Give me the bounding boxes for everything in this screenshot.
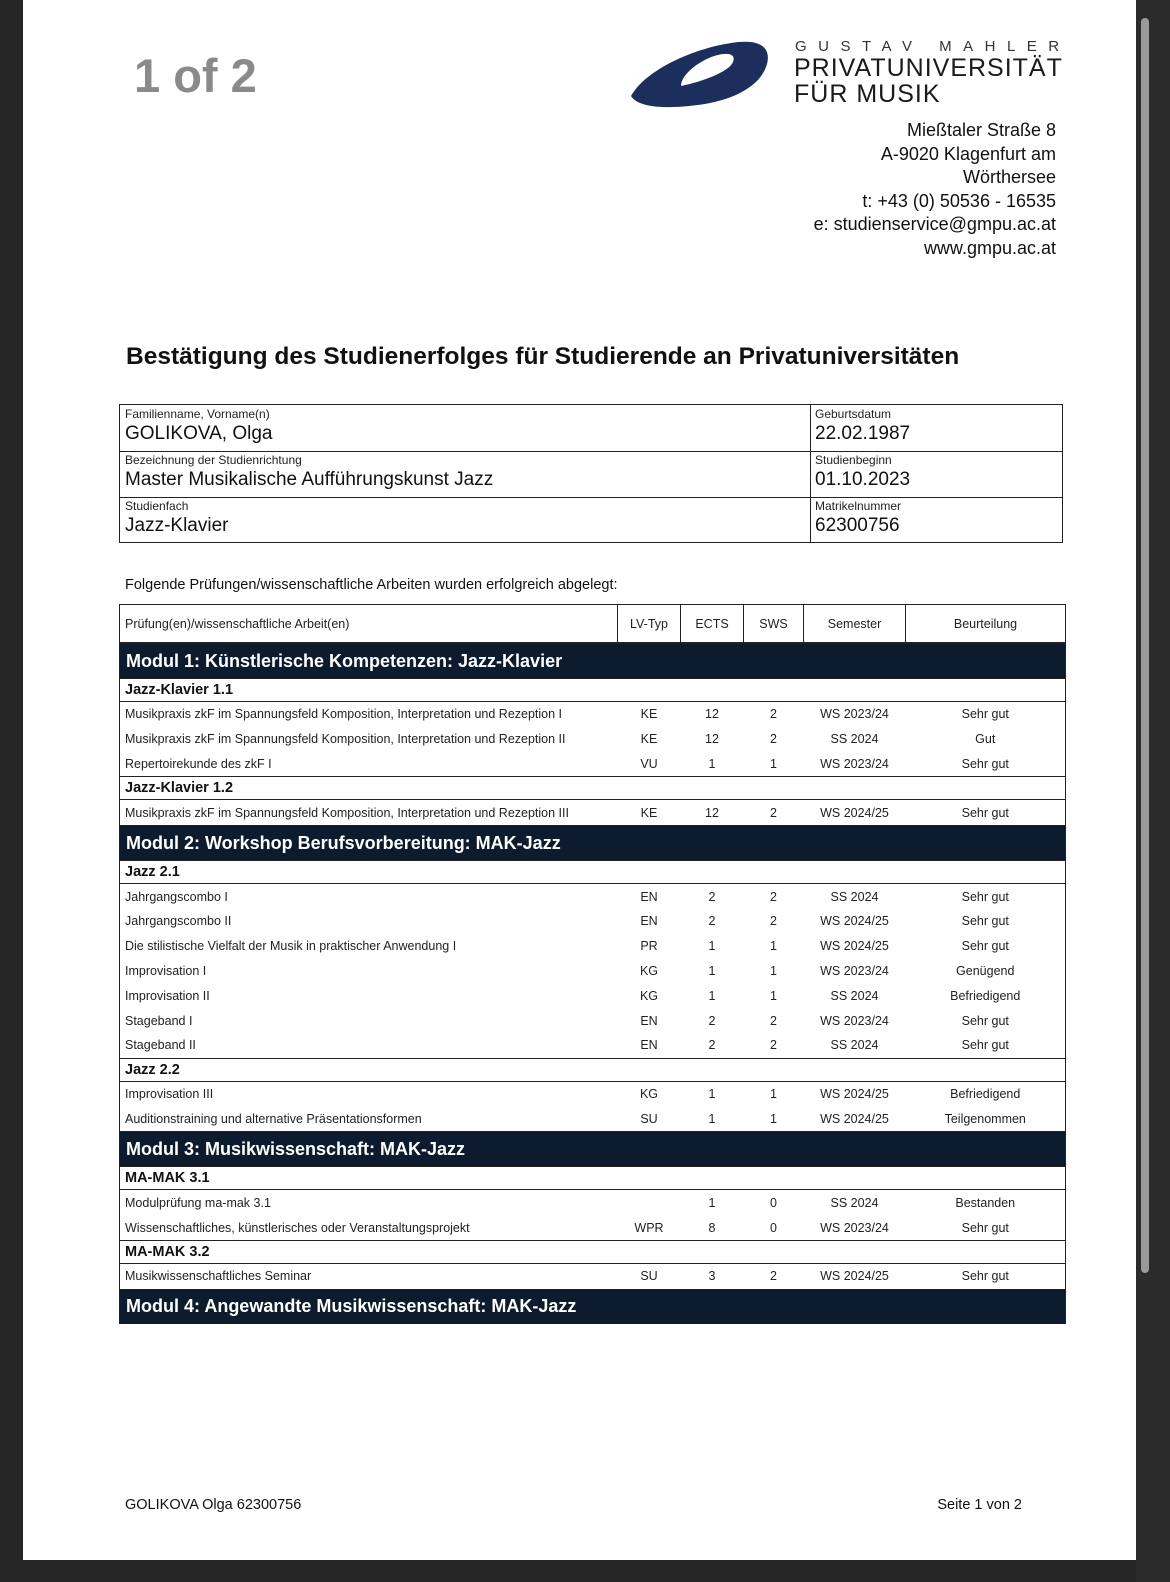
exam-name-cell: Improvisation I: [120, 959, 618, 984]
page-indicator: 1 of 2: [134, 49, 257, 102]
lv-type-cell: WPR: [618, 1215, 681, 1240]
address-line: Wörthersee: [962, 167, 1056, 187]
institution-address: [756, 119, 1056, 260]
table-row: [120, 1081, 1066, 1106]
exam-name-cell: Modulprüfung ma-mak 3.1: [120, 1190, 618, 1215]
lv-type-cell: KE: [640, 707, 658, 722]
grade-cell: Sehr gut: [906, 702, 1066, 727]
semester-cell: WS 2023/24: [820, 1013, 889, 1028]
ects-cell: 1: [681, 1107, 744, 1132]
exam-name-cell: Stageband I: [120, 1008, 618, 1033]
grade-cell: Gut: [906, 727, 1066, 752]
lv-type-cell: EN: [640, 1013, 658, 1028]
sws-cell: 1: [770, 988, 777, 1003]
column-header: ECTS: [681, 605, 744, 644]
grade-cell: Teilgenommen: [906, 1107, 1066, 1132]
ects-cell: 12: [681, 800, 744, 826]
semester-cell: SS 2024: [830, 1195, 879, 1210]
subject-name: Jazz-Klavier: [125, 515, 229, 536]
semester-cell: WS 2023/24: [804, 752, 906, 777]
sws-cell: 2: [770, 1013, 777, 1028]
document-page: [23, 0, 1136, 1560]
start-date: 01.10.2023: [815, 469, 911, 490]
semester-cell: WS 2024/25: [804, 1107, 906, 1132]
ects-cell: 2: [708, 1013, 716, 1028]
table-row: [120, 800, 1066, 826]
logo-text-fuer-musik: FÜR MUSIK: [794, 80, 941, 108]
ects-cell: 1: [681, 752, 744, 777]
lv-type-cell: [618, 1190, 681, 1215]
birth-date: 22.02.1987: [815, 423, 911, 444]
column-header: Semester: [804, 605, 906, 644]
program-label: Bezeichnung der Studienrichtung: [125, 453, 302, 467]
birth-cell: [810, 405, 1062, 451]
address-email: e: studienservice@gmpu.ac.at: [813, 214, 1056, 234]
info-row: [120, 497, 1062, 543]
semester-cell: WS 2024/25: [820, 939, 889, 954]
semester-cell: WS 2023/24: [804, 1215, 906, 1240]
semester-cell: WS 2023/24: [820, 707, 889, 722]
grade-cell: Sehr gut: [906, 1008, 1066, 1033]
ects-cell: 12: [705, 707, 719, 722]
table-row: [120, 1107, 1066, 1132]
exam-name-cell: Improvisation II: [120, 983, 618, 1008]
lv-type-cell: VU: [618, 752, 681, 777]
program-cell: [120, 451, 811, 497]
module-title: Modul 2: Workshop Berufsvorbereitung: MAK-Jazz: [120, 826, 1066, 861]
table-header-row: [120, 605, 1066, 644]
scrollbar-thumb[interactable]: [1141, 18, 1149, 1273]
grade-cell: Genügend: [906, 959, 1066, 984]
exam-name-cell: Die stilistische Vielfalt der Musik in praktischer Anwendung I: [120, 934, 618, 959]
table-row: [120, 1190, 1066, 1215]
ects-cell: 2: [708, 914, 716, 929]
table-row: [120, 1033, 1066, 1058]
sws-cell: 1: [744, 1107, 804, 1132]
table-row: [120, 752, 1066, 777]
sws-cell: 2: [770, 914, 777, 929]
module-title: Modul 4: Angewandte Musikwissenschaft: MAK-Jazz: [120, 1289, 1066, 1324]
column-header: Prüfung(en)/wissenschaftliche Arbeit(en): [120, 605, 618, 644]
exam-name-cell: Musikwissenschaftliches Seminar: [120, 1263, 618, 1289]
exam-name-cell: Repertoirekunde des zkF I: [120, 752, 618, 777]
name-cell: [120, 405, 811, 451]
ects-cell: 1: [708, 939, 716, 954]
sws-cell: 1: [770, 1087, 777, 1102]
group-header-row: [120, 679, 1066, 702]
table-row: [120, 934, 1066, 959]
module-header-row: [120, 1132, 1066, 1167]
exam-name-cell: Musikpraxis zkF im Spannungsfeld Komposition, Interpretation und Rezeption I: [120, 702, 618, 727]
group-title: MA-MAK 3.2: [120, 1240, 1066, 1263]
table-row: [120, 909, 1066, 934]
table-row: [120, 1263, 1066, 1289]
exam-name-cell: Jahrgangscombo I: [120, 884, 618, 909]
sws-cell: 1: [744, 752, 804, 777]
exam-name-cell: Stageband II: [120, 1033, 618, 1058]
ects-cell: 3: [681, 1263, 744, 1289]
footer-page-number: Seite 1 von 2: [937, 1497, 1022, 1513]
footer-student-id: GOLIKOVA Olga 62300756: [125, 1497, 302, 1513]
table-row: [120, 884, 1066, 909]
program-name: Master Musikalische Aufführungskunst Jazz: [125, 469, 494, 490]
address-phone: t: +43 (0) 50536 - 16535: [862, 190, 1056, 211]
ects-cell: 1: [708, 963, 716, 978]
semester-cell: WS 2024/25: [804, 800, 906, 826]
exam-name-cell: Musikpraxis zkF im Spannungsfeld Komposition, Interpretation und Rezeption II: [120, 727, 618, 752]
ects-cell: 1: [708, 1087, 716, 1102]
group-header-row: [120, 861, 1066, 884]
grade-cell: Befriedigend: [906, 983, 1066, 1008]
exam-name-cell: Improvisation III: [120, 1081, 618, 1106]
column-header: SWS: [744, 605, 804, 644]
group-header-row: [120, 1240, 1066, 1263]
module-header-row: [120, 643, 1066, 679]
document-title: Bestätigung des Studienerfolges für Studierende an Privatuniversitäten: [126, 343, 960, 370]
group-header-row: [120, 1058, 1066, 1081]
student-info-box: [119, 404, 1063, 543]
lv-type-cell: EN: [618, 1033, 681, 1058]
group-title: Jazz 2.1: [120, 861, 1066, 884]
semester-cell: SS 2024: [804, 1033, 906, 1058]
lv-type-cell: KG: [639, 1087, 659, 1102]
sws-cell: 0: [744, 1215, 804, 1240]
gmpu-swoosh-icon: [629, 38, 771, 110]
lv-type-cell: KG: [639, 963, 659, 978]
semester-cell: SS 2024: [830, 889, 879, 904]
lv-type-cell: SU: [618, 1107, 681, 1132]
lv-type-cell: EN: [640, 914, 658, 929]
lv-type-cell: EN: [640, 889, 658, 904]
group-header-row: [120, 777, 1066, 800]
matrikel-label: Matrikelnummer: [815, 499, 902, 513]
sws-cell: 2: [744, 1263, 804, 1289]
semester-cell: SS 2024: [830, 732, 879, 747]
ects-cell: 2: [681, 1033, 744, 1058]
grade-cell: Befriedigend: [906, 1081, 1066, 1106]
sws-cell: 2: [770, 889, 777, 904]
group-title: Jazz 2.2: [120, 1058, 1066, 1081]
start-cell: [810, 451, 1062, 497]
semester-cell: WS 2024/25: [804, 1263, 906, 1289]
semester-cell: SS 2024: [830, 988, 879, 1003]
grade-cell: Sehr gut: [906, 1215, 1066, 1240]
table-row: [120, 1008, 1066, 1033]
exam-table: [119, 604, 1066, 1324]
group-title: Jazz-Klavier 1.1: [120, 679, 1066, 702]
grade-cell: Sehr gut: [906, 909, 1066, 934]
name-label: Familienname, Vorname(n): [125, 407, 270, 421]
column-header: Beurteilung: [906, 605, 1066, 644]
table-row: [120, 983, 1066, 1008]
birth-label: Geburtsdatum: [815, 407, 892, 421]
address-line: Mießtaler Straße 8: [906, 120, 1056, 140]
sws-cell: 2: [770, 732, 777, 747]
lv-type-cell: KE: [640, 732, 658, 747]
module-title: Modul 1: Künstlerische Kompetenzen: Jazz-Klavier: [120, 643, 1066, 679]
sws-cell: 1: [770, 963, 777, 978]
info-row: [120, 451, 1062, 498]
student-name: GOLIKOVA, Olga: [125, 423, 273, 444]
table-row: [120, 702, 1066, 727]
table-row: [120, 1215, 1066, 1240]
lv-type-cell: KE: [618, 800, 681, 826]
semester-cell: WS 2024/25: [820, 1087, 889, 1102]
semester-cell: WS 2024/25: [820, 914, 889, 929]
exam-name-cell: Jahrgangscombo II: [120, 909, 618, 934]
module-header-row: [120, 1289, 1066, 1324]
lv-type-cell: PR: [640, 939, 658, 954]
group-title: MA-MAK 3.1: [120, 1167, 1066, 1190]
sws-cell: 0: [770, 1195, 777, 1210]
table-row: [120, 727, 1066, 752]
sws-cell: 2: [744, 800, 804, 826]
lv-type-cell: KG: [639, 988, 659, 1003]
module-title: Modul 3: Musikwissenschaft: MAK-Jazz: [120, 1132, 1066, 1167]
ects-cell: 8: [681, 1215, 744, 1240]
lv-type-cell: SU: [618, 1263, 681, 1289]
matrikel-cell: [810, 497, 1062, 543]
exam-name-cell: Wissenschaftliches, künstlerisches oder Veranstaltungsprojekt: [120, 1215, 618, 1240]
matrikel-number: 62300756: [815, 515, 900, 536]
info-row: [120, 405, 1062, 452]
ects-cell: 1: [708, 988, 716, 1003]
logo-text-privatuniversitaet: PRIVATUNIVERSITÄT: [794, 54, 1063, 82]
ects-cell: 1: [708, 1195, 716, 1210]
sws-cell: 2: [770, 707, 777, 722]
exam-name-cell: Musikpraxis zkF im Spannungsfeld Komposition, Interpretation und Rezeption III: [120, 800, 618, 826]
start-label: Studienbeginn: [815, 453, 892, 467]
grade-cell: Bestanden: [906, 1190, 1066, 1215]
subject-label: Studienfach: [125, 499, 189, 513]
address-website: www.gmpu.ac.at: [923, 237, 1056, 258]
ects-cell: 12: [705, 732, 719, 747]
grade-cell: Sehr gut: [906, 884, 1066, 909]
exam-table-body: [120, 643, 1066, 1324]
grade-cell: Sehr gut: [906, 752, 1066, 777]
grade-cell: Sehr gut: [906, 800, 1066, 826]
table-row: [120, 959, 1066, 984]
module-header-row: [120, 826, 1066, 861]
subject-cell: [120, 497, 811, 543]
exam-intro-text: Folgende Prüfungen/wissenschaftliche Arbeiten wurden erfolgreich abgelegt:: [125, 577, 618, 593]
column-header: LV-Typ: [618, 605, 681, 644]
group-header-row: [120, 1167, 1066, 1190]
grade-cell: Sehr gut: [906, 934, 1066, 959]
ects-cell: 2: [708, 889, 716, 904]
exam-name-cell: Auditionstraining und alternative Präsentationsformen: [120, 1107, 618, 1132]
sws-cell: 1: [770, 939, 777, 954]
group-title: Jazz-Klavier 1.2: [120, 777, 1066, 800]
sws-cell: 2: [744, 1033, 804, 1058]
semester-cell: WS 2023/24: [820, 963, 889, 978]
logo-text-gustav-mahler: GUSTAV MAHLER: [795, 38, 1071, 55]
grade-cell: Sehr gut: [906, 1033, 1066, 1058]
address-line: A-9020 Klagenfurt am: [880, 143, 1056, 164]
grade-cell: Sehr gut: [906, 1263, 1066, 1289]
